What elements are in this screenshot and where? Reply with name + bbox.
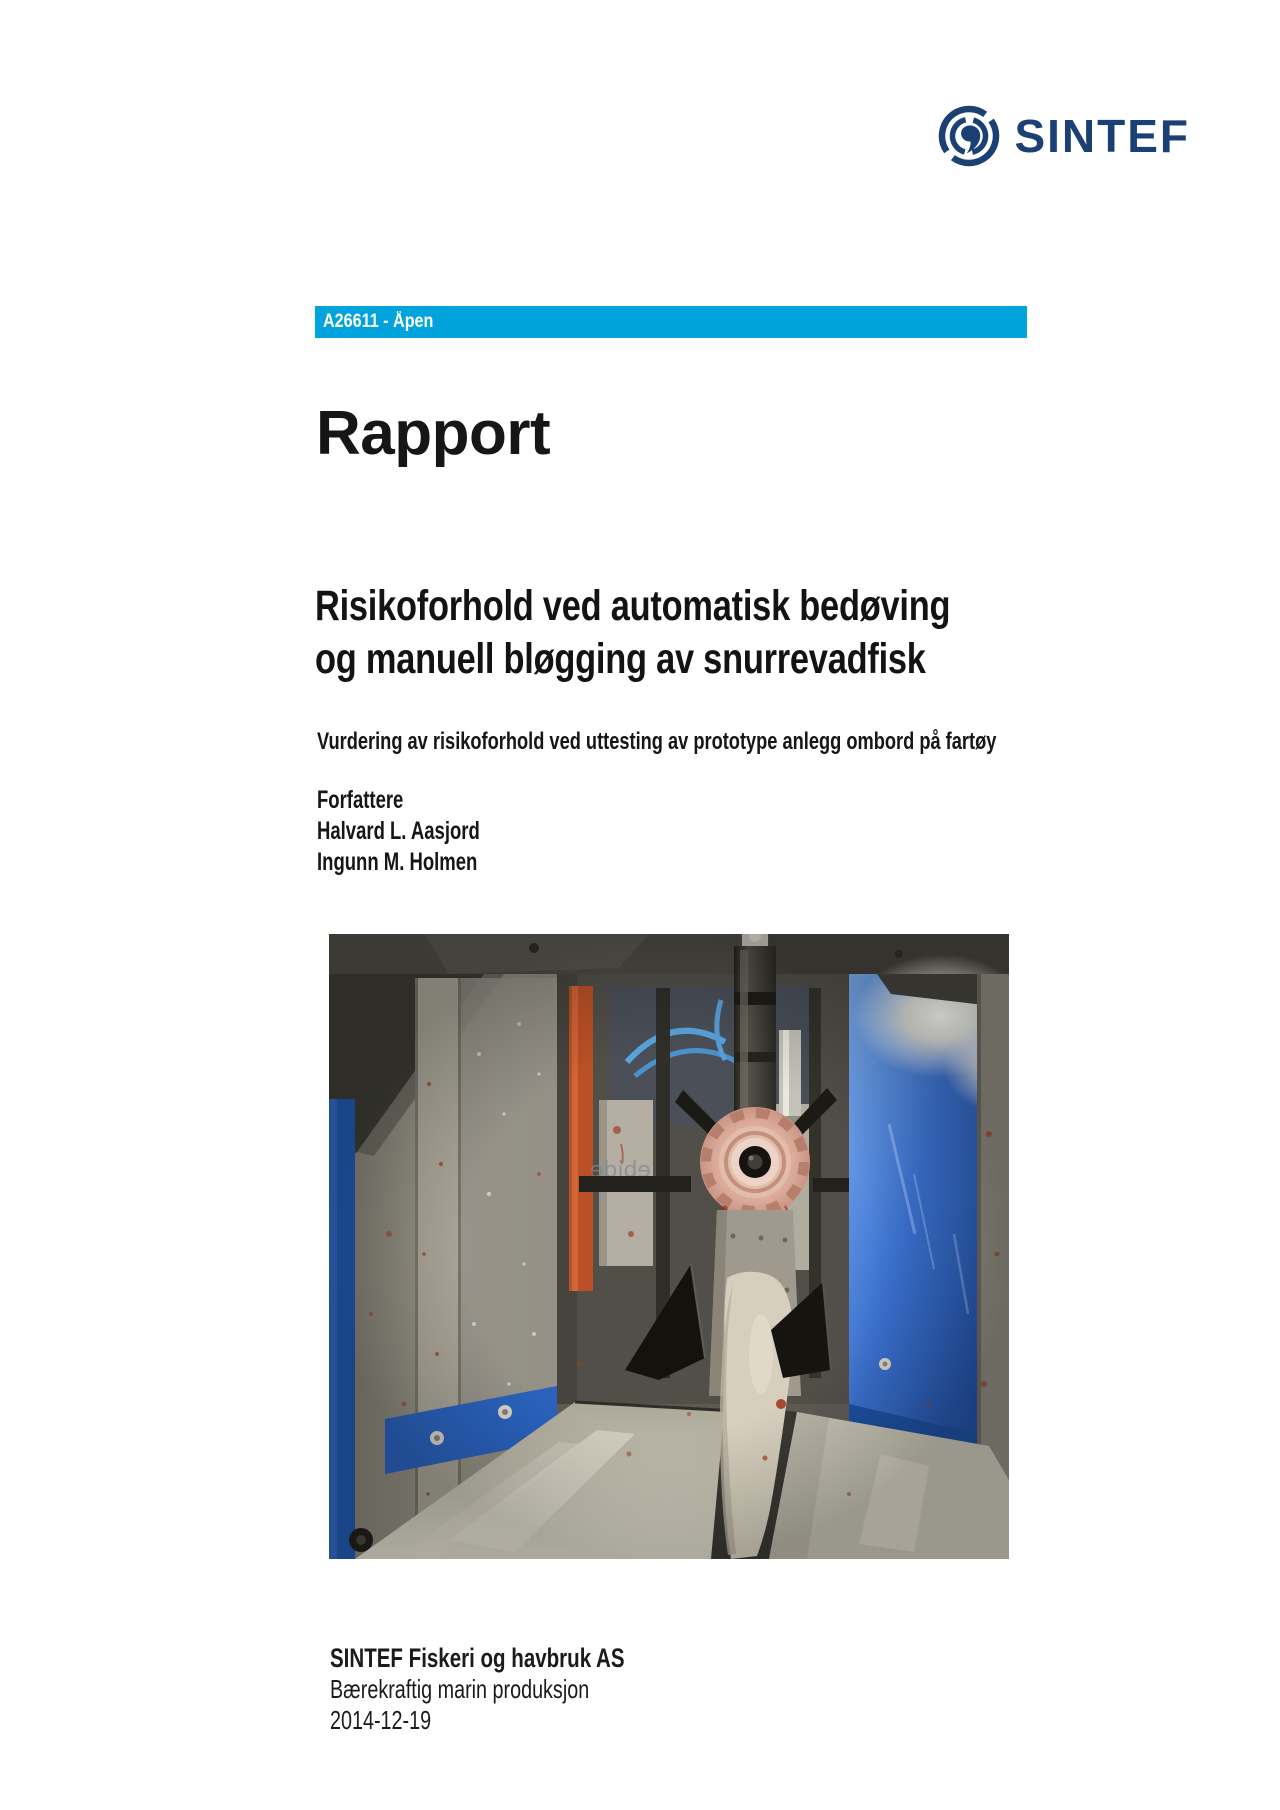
authors-heading: Forfattere bbox=[317, 786, 404, 814]
report-subtitle: Vurdering av risikoforhold ved uttesting av prototype anlegg ombord på fartøy bbox=[317, 728, 997, 755]
sintef-logo-text: SINTEF bbox=[1014, 110, 1190, 162]
report-title bbox=[315, 580, 1109, 686]
report-title-line1: Risikoforhold ved automatisk bedøving bbox=[315, 582, 951, 630]
authors-block bbox=[317, 785, 537, 878]
report-kind-heading: Rapport bbox=[316, 399, 551, 468]
author-name: Ingunn M. Holmen bbox=[317, 848, 478, 876]
publisher-block bbox=[330, 1643, 718, 1736]
report-id-label: A26611 - Åpen bbox=[323, 311, 434, 332]
report-title-line2: og manuell bløgging av snurrevadfisk bbox=[315, 635, 926, 683]
author-name: Halvard L. Aasjord bbox=[317, 817, 480, 845]
sintef-logo-icon bbox=[937, 104, 1001, 168]
report-id-banner bbox=[315, 306, 1027, 338]
cover-photo bbox=[329, 934, 1009, 1559]
publisher-department: Bærekraftig marin produksjon bbox=[330, 1674, 590, 1704]
sintef-logo bbox=[937, 104, 1190, 168]
publisher-organization: SINTEF Fiskeri og havbruk AS bbox=[330, 1643, 625, 1673]
publication-date: 2014-12-19 bbox=[330, 1705, 432, 1735]
